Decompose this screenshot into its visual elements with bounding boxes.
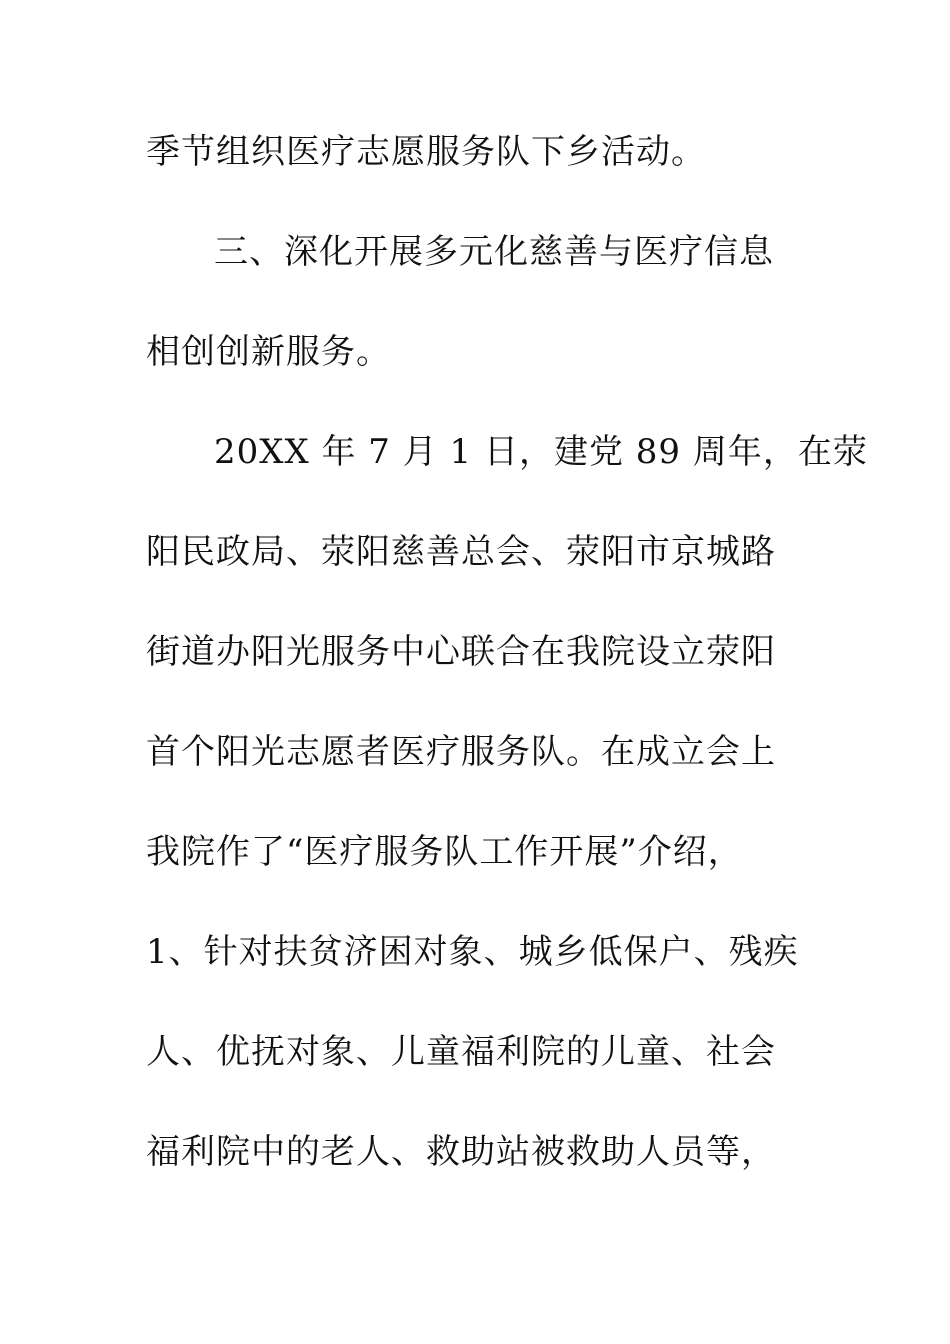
text-line: 福利院中的老人、救助站被救助人员等，: [146, 1132, 776, 1172]
text-line: 首个阳光志愿者医疗服务队。在成立会上: [146, 732, 776, 772]
text-line: 人、优抚对象、儿童福利院的儿童、社会: [146, 1032, 776, 1072]
section-heading: 三、深化开展多元化慈善与医疗信息: [214, 232, 774, 272]
text-line: 我院作了“医疗服务队工作开展”介绍，: [146, 832, 743, 872]
text-line: 阳民政局、荥阳慈善总会、荥阳市京城路: [146, 532, 776, 572]
text-line: 季节组织医疗志愿服务队下乡活动。: [146, 132, 706, 172]
text-line: 街道办阳光服务中心联合在我院设立荥阳: [146, 632, 776, 672]
text-line: 1、针对扶贫济困对象、城乡低保户、残疾: [146, 932, 799, 972]
paragraph-start: 20XX 年 7 月 1 日，建党 89 周年，在荥: [214, 432, 868, 472]
text-line: 相创创新服务。: [146, 332, 391, 372]
